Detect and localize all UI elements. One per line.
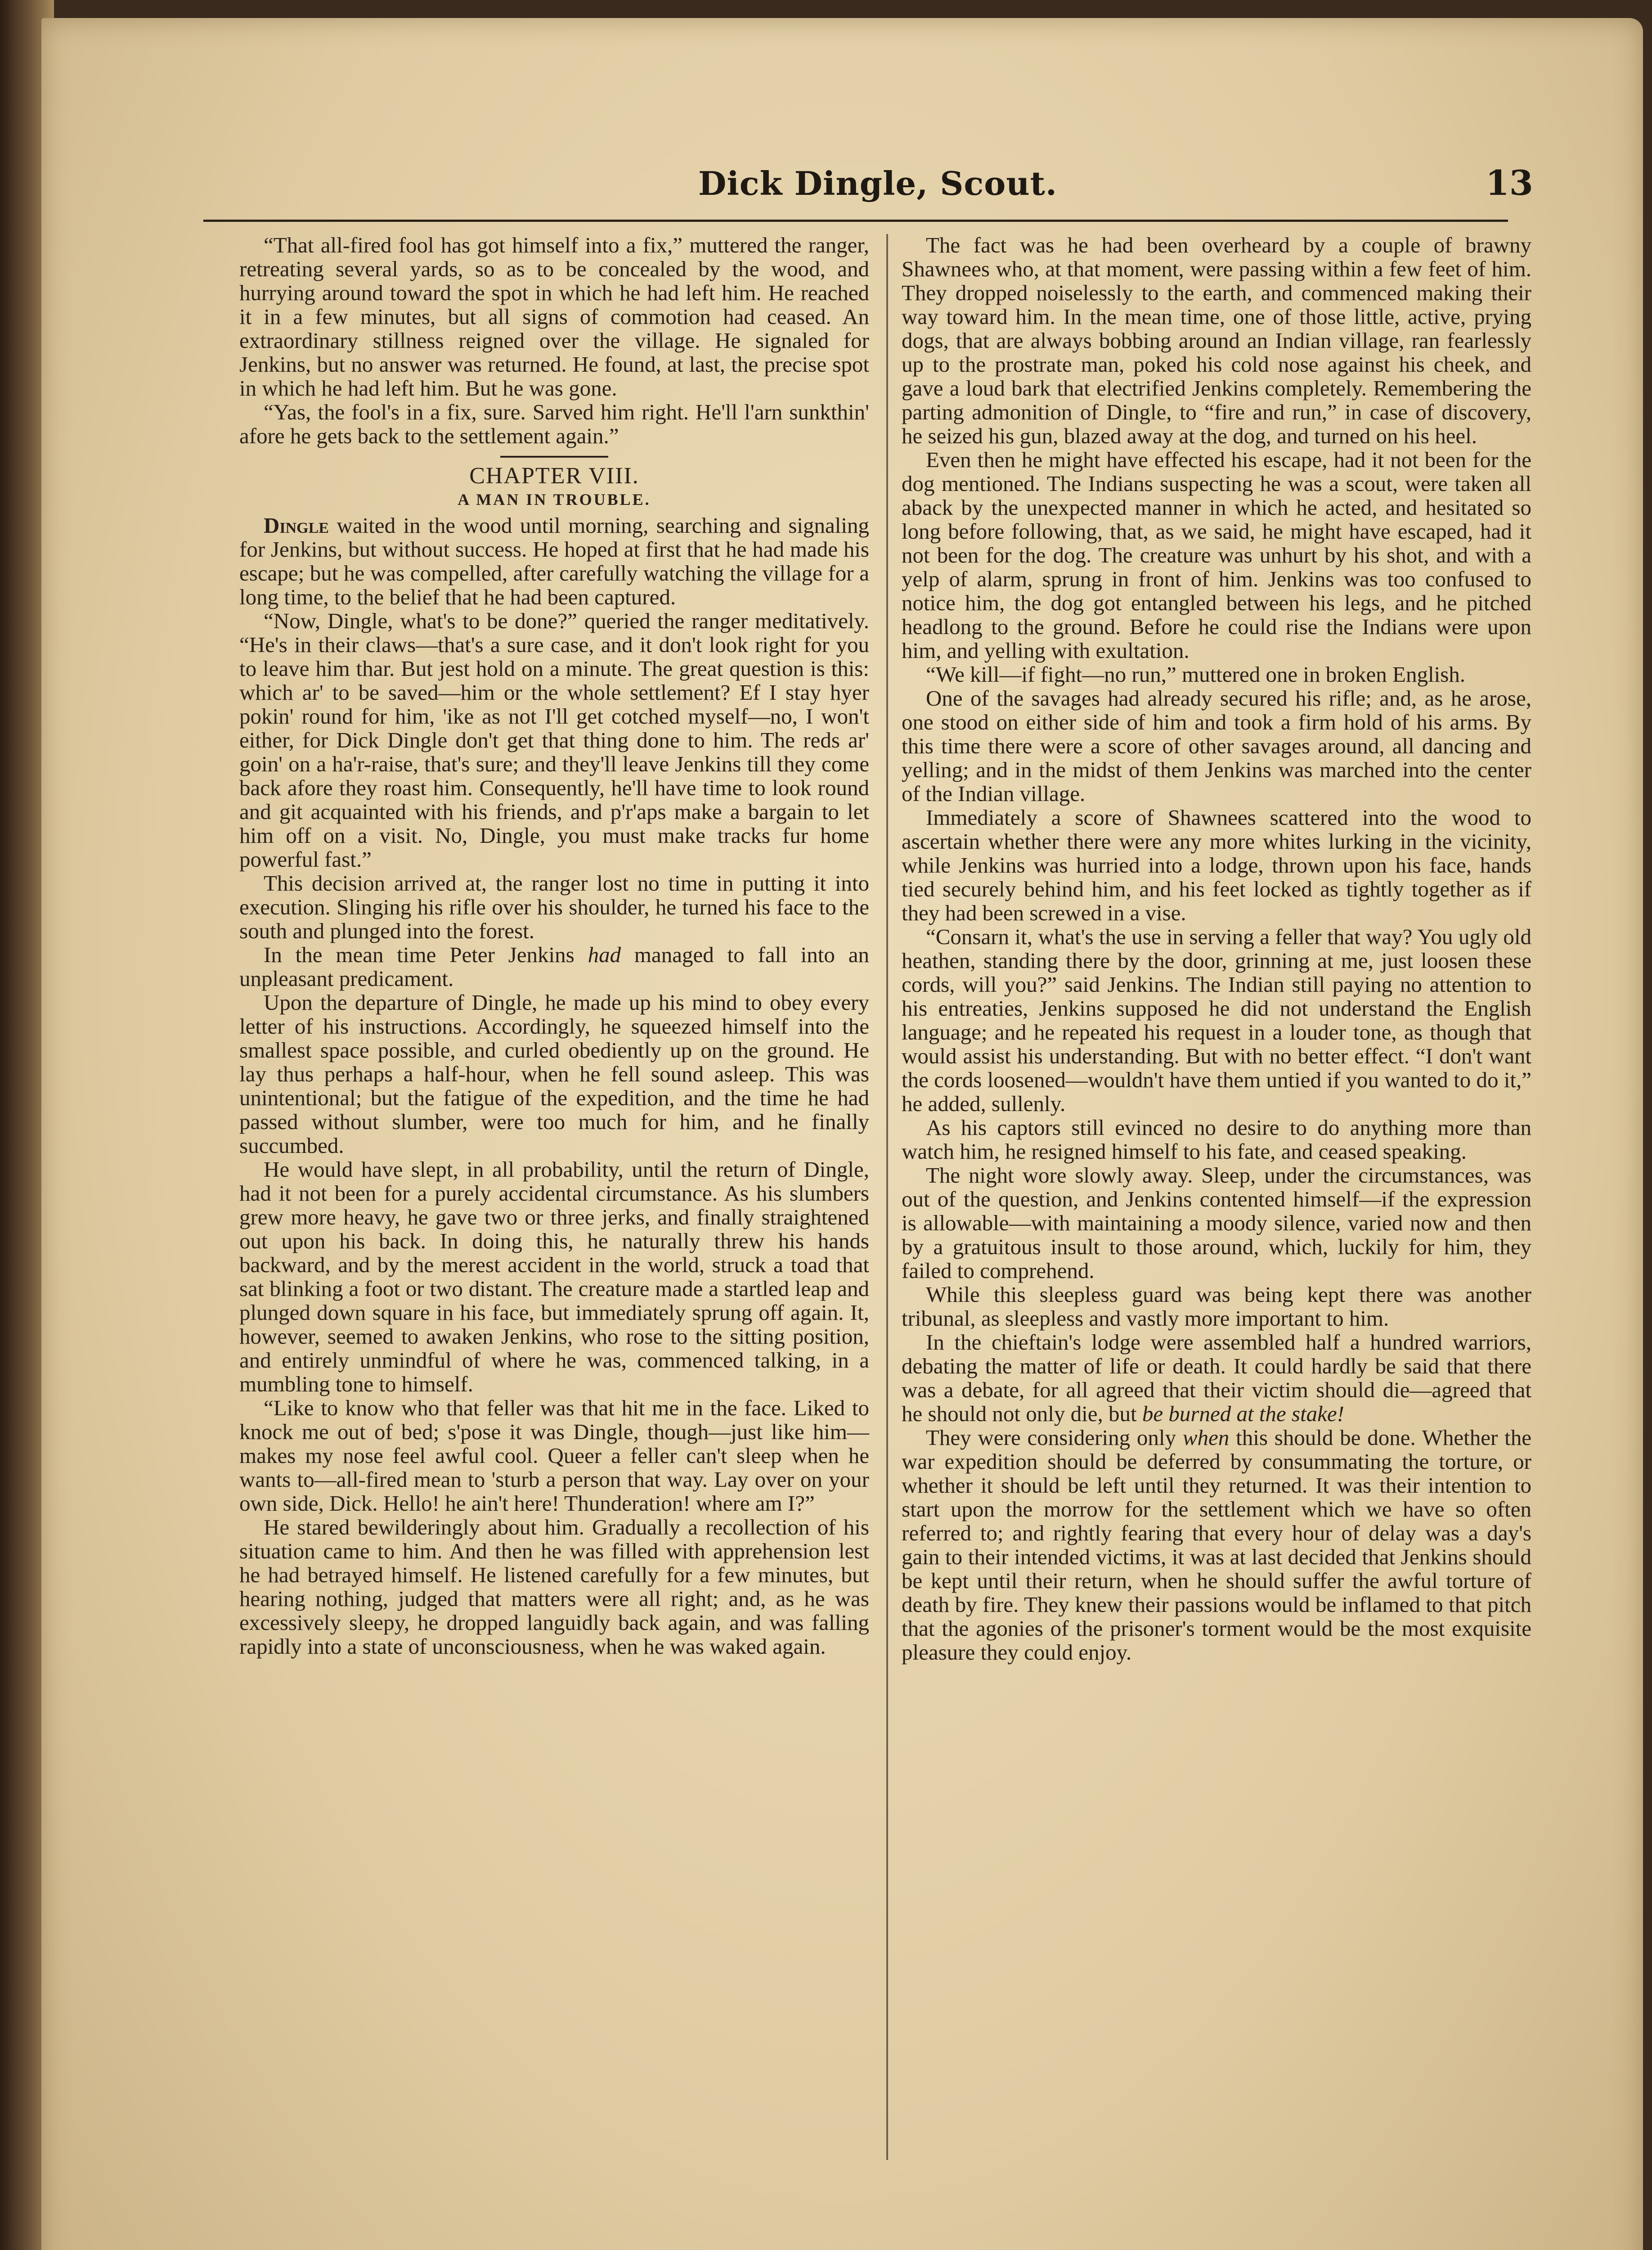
paragraph-text: In the mean time Peter Jenkins <box>264 942 588 967</box>
paragraph: One of the savages had already secured his rifle; and, as he arose, one stood on either side of him and took a firm hold of his arms. By this time there were a score of other savages around, all dancing and yelling; and in the midst of them Jenkins was marched into the center of the Indian village. <box>902 686 1531 806</box>
paragraph <box>902 1426 1531 1664</box>
page-number: 13 <box>1486 163 1533 203</box>
header-rule <box>203 220 1508 222</box>
paragraph: “We kill—if fight—no run,” muttered one in broken English. <box>926 662 1466 687</box>
paragraph: This decision arrived at, the ranger lost no time in putting it into execution. Slinging his rifle over his shoulder, he turned his face to the south and plunged into the forest. <box>239 871 869 943</box>
paragraph: Upon the departure of Dingle, he made up his mind to obey every letter of his instructions. Accordingly, he squeezed himself into the smallest space possible, and curled obediently up on the ground. He lay thus perhaps a half-hour, when he fell sound asleep. This was unintentional; but the fatigue of the expedition, and the time he had passed without slumber, were too much for him, and he finally succumbed. <box>239 990 869 1158</box>
column-divider <box>886 234 888 2160</box>
paragraph <box>239 943 869 990</box>
paragraph <box>902 1330 1531 1426</box>
left-column <box>239 233 869 1658</box>
running-title: Dick Dingle, Scout. <box>698 164 1057 202</box>
italic-phrase: be burned at the stake! <box>1142 1401 1344 1426</box>
paragraph-text: managed to fall into an unpleasant predicament. <box>239 942 869 991</box>
paragraph: Immediately a score of Shawnees scattered into the wood to ascertain whether there were any more whites lurking in the vicinity, while Jenkins was hurried into a lodge, thrown upon his face, hands tied securely behind him, and his feet locked as tightly together as if they had been screwed in a vise. <box>902 805 1531 925</box>
paragraph: “That all-fired fool has got himself into a fix,” muttered the ranger, retreating several yards, so as to be concealed by the wood, and hurrying around toward the spot in which he had left him. He reached it in a few minutes, but all signs of commotion had ceased. An extraordinary stillness reigned over the village. He signaled for Jenkins, but no answer was returned. He found, at last, the precise spot in which he had left him. But he was gone. <box>239 233 869 400</box>
paragraph-text: waited in the wood until morning, searching and signaling for Jenkins, but without success. He hoped at first that he had made his escape; but he was compelled, after carefully watching the village for a long time, to the belief that he had been captured. <box>239 513 869 609</box>
paragraph: “Like to know who that feller was that hit me in the face. Liked to knock me out of bed; s'pose it was Dingle, though—just like him—makes my nose feel awful cool. Queer a feller can't sleep when he wants to—all-fired mean to 'sturb a person that way. Lay over on your own side, Dick. Hello! he ain't here! Thunderation! where am I?” <box>239 1395 869 1516</box>
paragraph: The fact was he had been overheard by a couple of brawny Shawnees who, at that moment, were passing within a few feet of him. They dropped noiselessly to the earth, and commenced making their way toward him. In the mean time, one of those little, active, prying dogs, that are always bobbing around an Indian village, ran fearlessly up to the prostrate man, poked his cold nose against his cheek, and gave a loud bark that electrified Jenkins completely. Remembering the parting admonition of Dingle, to “fire and run,” in case of discovery, he seized his gun, blazed away at the dog, and turned on his heel. <box>902 233 1531 448</box>
paragraph: Even then he might have effected his escape, had it not been for the dog mentioned. The Indians suspecting he was a scout, were taken all aback by the unexpected manner in which he acted, and hesitated so long before following, that, as we said, he might have escaped, had it not been for the dog. The creature was unhurt by his shot, and with a yelp of alarm, sprung in front of him. Jenkins was too confused to notice him, the dog got entangled between his legs, and he pitched headlong to the ground. Before he could rise the Indians were upon him, and yelling with exultation. <box>902 447 1531 663</box>
chapter-subtitle: A MAN IN TROUBLE. <box>458 490 651 508</box>
paragraph: As his captors still evinced no desire to do anything more than watch him, he resigned himself to his fate, and ceased speaking. <box>902 1115 1531 1164</box>
paragraph: “Yas, the fool's in a fix, sure. Sarved him right. He'll l'arn sunkthin' afore he gets back to the settlement again.” <box>239 400 869 448</box>
chapter-heading: CHAPTER VIII. <box>469 463 639 489</box>
paragraph: While this sleepless guard was being kept there was another tribunal, as sleepless and vastly more important to him. <box>902 1282 1531 1331</box>
paragraph-text: In the chieftain's lodge were assembled half a hundred warriors, debating the matter of life or death. It could hardly be said that there was a debate, for all agreed that their victim should die—agreed that he should not only die, but <box>902 1330 1531 1426</box>
italic-word: when <box>1182 1425 1230 1450</box>
right-column <box>902 233 1531 1664</box>
paragraph: “Now, Dingle, what's to be done?” queried the ranger meditatively. “He's in their claws—that's a sure case, and it don't look right for you to leave him thar. But jest hold on a minute. The great question is this: which ar' to be saved—him or the whole settlement? Ef I stay hyer pokin' round for him, 'ike as not I'll get cotched myself—no, I won't either, for Dick Dingle don't get that thing done to him. The reds ar' goin' on a ha'r-raise, that's sure; and they'll leave Jenkins till they come back afore they roast him. Consequently, he'll have time to look round and git acquainted with his friends, and p'r'aps make a bargain to let him off on a visit. No, Dingle, you must make tracks fur home powerful fast.” <box>239 608 869 872</box>
drop-word: Dingle <box>264 513 329 538</box>
paragraph: “Consarn it, what's the use in serving a feller that way? You ugly old heathen, standing there by the door, grinning at me, just loosen these cords, will you?” said Jenkins. The Indian still paying no attention to his entreaties, Jenkins supposed he did not understand the English language; and he repeated his request in a louder tone, as though that would assist his understanding. But with no better effect. “I don't want the cords loosened—wouldn't have them untied if you wanted to do it,” he added, sullenly. <box>902 924 1531 1116</box>
paragraph-text: this should be done. Whether the war expedition should be deferred by consummating the torture, or whether it should be left until they returned. It was their intention to start upon the morrow for the settlement which we have so often referred to; and rightly fearing that every hour of delay was a day's gain to their intended victims, it was at last decided that Jenkins should be kept until their return, when he should suffer the awful torture of death by fire. They knew their passions would be inflamed to that pitch that the agonies of the prisoner's torment would be the most exquisite pleasure they could enjoy. <box>902 1425 1531 1665</box>
italic-word: had <box>588 942 621 967</box>
paragraph: He stared bewilderingly about him. Gradually a recollection of his situation came to him. And then he was filled with apprehension lest he had betrayed himself. He listened carefully for a few minutes, but hearing nothing, judged that matters were all right; and, as he was excessively sleepy, he dropped languidly back again, and was falling rapidly into a state of unconsciousness, when he was waked again. <box>239 1515 869 1659</box>
magazine-page <box>41 18 1643 2250</box>
paragraph: The night wore slowly away. Sleep, under the circumstances, was out of the question, and Jenkins contented himself—if the expression is allowable—with maintaining a moody silence, varied now and then by a gratuitous insult to those around, which, luckily for him, they failed to comprehend. <box>902 1163 1531 1283</box>
paragraph: He would have slept, in all probability, until the return of Dingle, had it not been for a purely accidental circumstance. As his slumbers grew more heavy, he gave two or three jerks, and finally straightened out upon his back. In doing this, he naturally threw his hands backward, and by the merest accident in the world, struck a toad that sat blinking a foot or two distant. The creature made a startled leap and plunged down square in his face, but immediately sprung off again. It, however, seemed to awaken Jenkins, who rose to the sitting position, and entirely unmindful of where he was, commenced talking, in a mumbling tone to himself. <box>239 1157 869 1396</box>
chapter-rule <box>500 456 608 458</box>
paragraph-text: They were considering only <box>926 1425 1183 1450</box>
chapter-opening-paragraph <box>239 513 869 609</box>
